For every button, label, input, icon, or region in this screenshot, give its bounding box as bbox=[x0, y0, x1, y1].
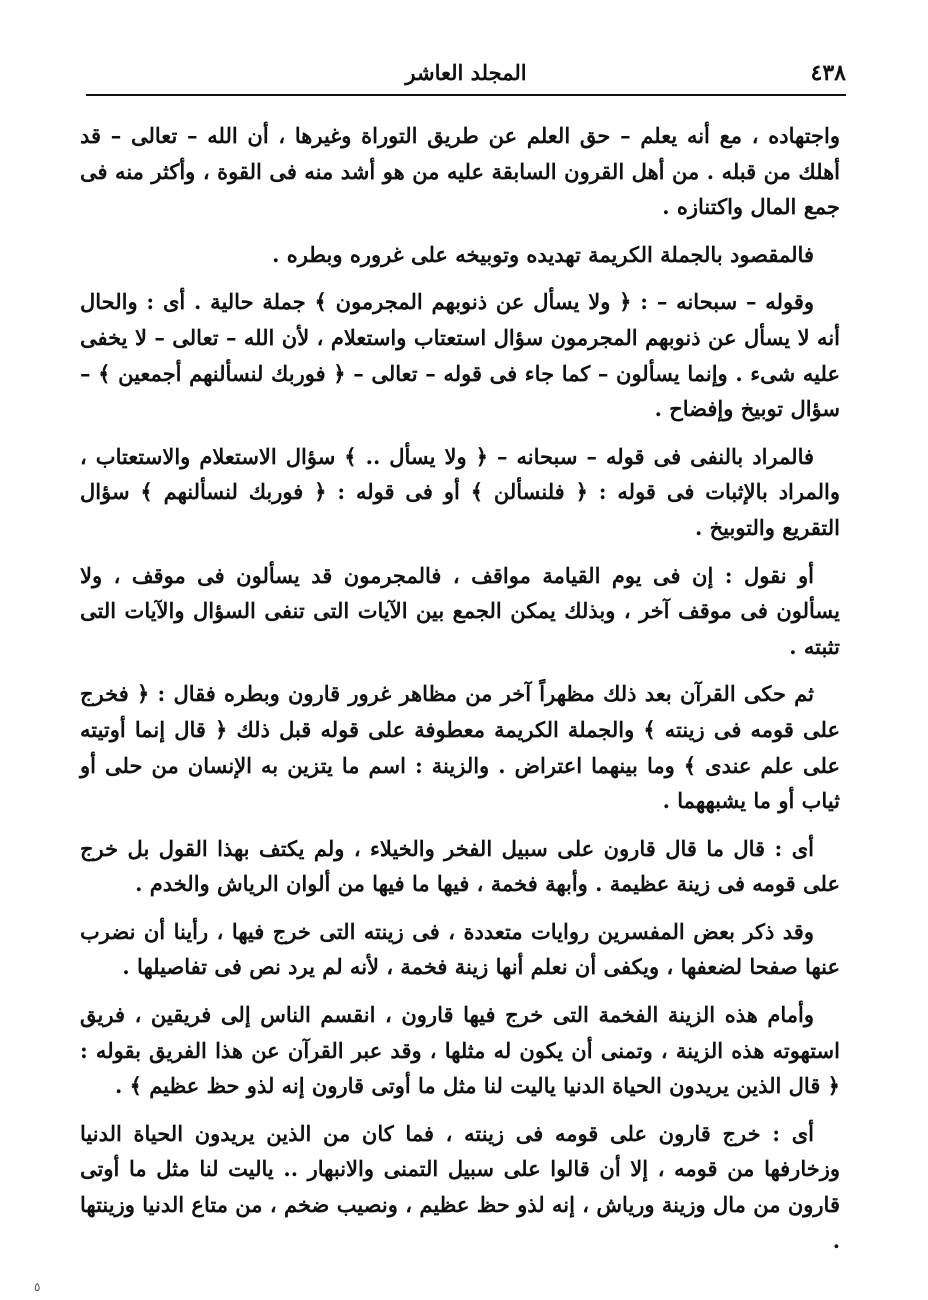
page-body bbox=[80, 118, 840, 1258]
paragraph-6: ثم حكى القرآن بعد ذلك مظهراً آخر من مظاهر غرور قارون وبطره فقال : ﴿ فخرج على قومه فى زينته ﴾ والجملة الكريمة معطوفة على قوله قبل ذلك ﴿ قال إنما أوتيته على علم عندى ﴾ وما بينهما اعتراض . والزينة : اسم ما يتزين به الإنسان من حلى أو ثياب أو ما يشبههما . bbox=[80, 681, 840, 814]
header-rule bbox=[86, 94, 846, 96]
page-header bbox=[86, 56, 846, 96]
paragraph-9: وأمام هذه الزينة الفخمة التى خرج فيها قارون ، انقسم الناس إلى فريقين ، فريق استهوته هذه الزينة ، وتمنى أن يكون له مثلها ، وقد عبر القرآن عن هذا الفريق بقوله : ﴿ قال الذين يريدون الحياة الدنيا ياليت لنا مثل ما أوتى قارون إنه لذو حظ عظيم ﴾ . bbox=[80, 1002, 840, 1099]
paragraph-2: فالمقصود بالجملة الكريمة تهديده وتوبيخه على غروره وبطره . bbox=[272, 241, 814, 267]
paragraph-3: وقوله – سبحانه – : ﴿ ولا يسأل عن ذنوبهم المجرمون ﴾ جملة حالية . أى : والحال أنه لا يسأل عن ذنوبهم المجرمون سؤال استعتاب واستعلام ، لأن الله – تعالى – لا يخفى عليه شىء . وإنما يسألون – كما جاء فى قوله – تعالى – ﴿ فوربك لنسألنهم أجمعين ﴾ – سؤال توبيخ وإفضاح . bbox=[80, 289, 840, 422]
paragraph-5: أو نقول : إن فى يوم القيامة مواقف ، فالمجرمون قد يسألون فى موقف ، ولا يسألون فى موقف آخر ، وبذلك يمكن الجمع بين الآيات التى تنفى السؤال والآيات التى تثبته . bbox=[80, 562, 840, 659]
paragraph-8: وقد ذكر بعض المفسرين روايات متعددة ، فى زينته التى خرج فيها ، رأينا أن نضرب عنها صفحا لضعفها ، ويكفى أن نعلم أنها زينة فخمة ، لأنه لم يرد نص فى تفاصيلها . bbox=[80, 918, 840, 980]
footer-mark: ٥ bbox=[34, 1280, 41, 1294]
paragraph-7: أى : قال ما قال قارون على سبيل الفخر والخيلاء ، ولم يكتف بهذا القول بل خرج على قومه فى زينة عظيمة . وأبهة فخمة ، فيها ما فيها من ألوان الرياش والخدم . bbox=[80, 835, 840, 897]
paragraph-4: فالمراد بالنفى فى قوله – سبحانه – ﴿ ولا يسأل .. ﴾ سؤال الاستعلام والاستعتاب ، والمراد بالإثبات فى قوله : ﴿ فلنسألن ﴾ أو فى قوله : ﴿ فوربك لنسألنهم ﴾ سؤال التقريع والتوبيخ . bbox=[80, 443, 840, 540]
page-number: ٤٣٨ bbox=[810, 60, 846, 86]
paragraph-10: أى : خرج قارون على قومه فى زينته ، فما كان من الذين يريدون الحياة الدنيا وزخارفها من قومه ، إلا أن قالوا على سبيل التمنى والانبهار .. ياليت لنا مثل ما أوتى قارون من مال وزينة ورياش ، إنه لذو حظ عظيم ، ونصيب ضخم ، من متاع الدنيا وزينتها . bbox=[80, 1120, 840, 1253]
paragraph-1: واجتهاده ، مع أنه يعلم – حق العلم عن طريق التوراة وغيرها ، أن الله – تعالى – قد أهلك من قبله . من أهل القرون السابقة عليه من هو أشد منه فى القوة ، وأكثر منه فى جمع المال واكتنازه . bbox=[80, 123, 840, 220]
running-title: المجلد العاشر bbox=[405, 60, 527, 85]
